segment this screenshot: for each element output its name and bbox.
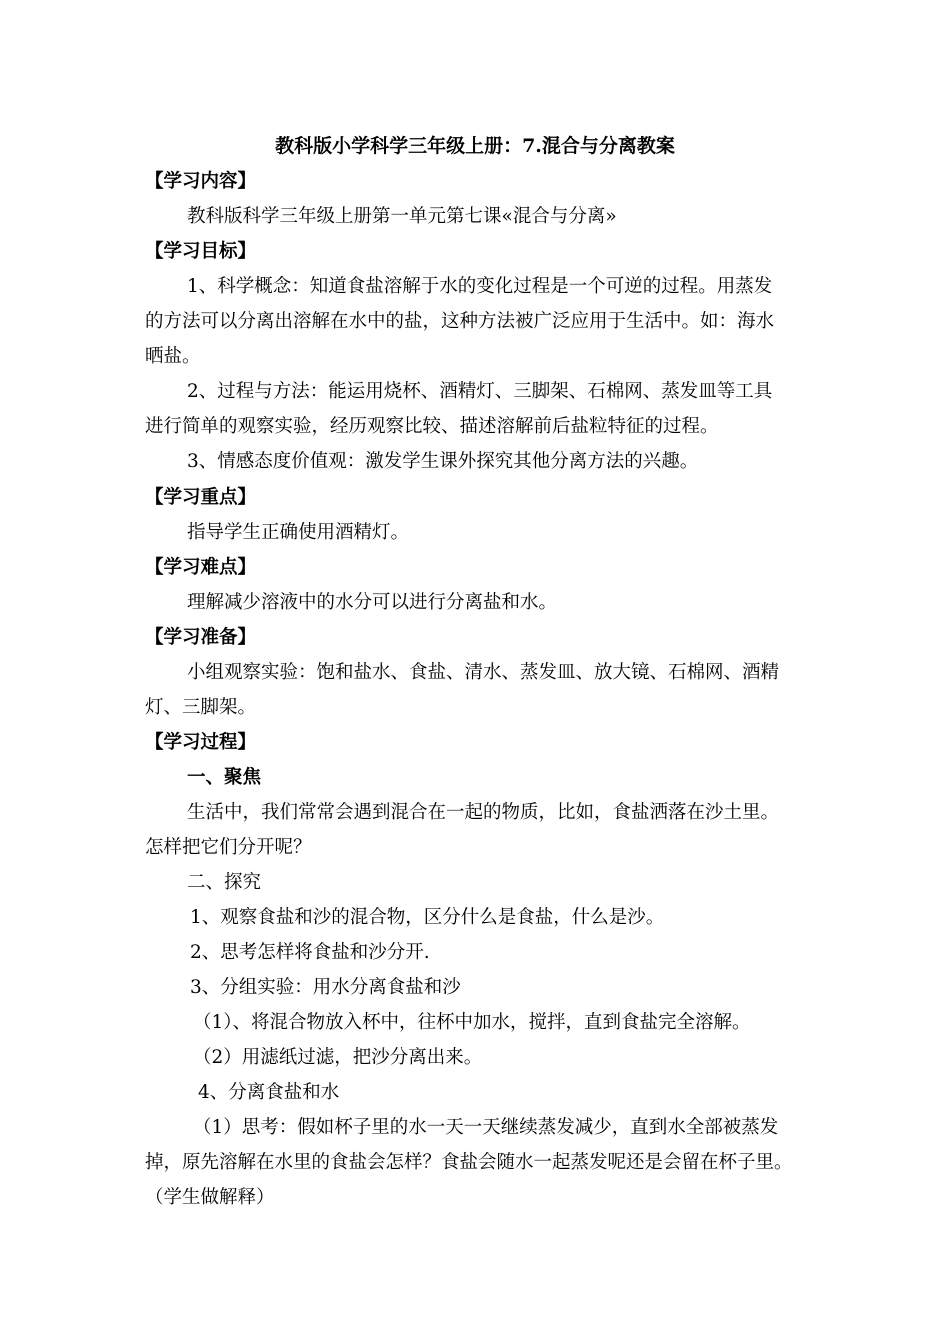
content-text: 教科版科学三年级上册第一单元第七课«混合与分离» bbox=[187, 206, 617, 227]
section-goals bbox=[145, 234, 815, 479]
section-heading-key-point: 【学习重点】 bbox=[145, 487, 257, 508]
focus-line-1: 生活中，我们常常会遇到混合在一起的物质，比如，食盐洒落在沙土里。 bbox=[187, 802, 780, 823]
section-heading-preparation: 【学习准备】 bbox=[145, 627, 257, 648]
goal-3: 3、情感态度价值观：激发学生课外探究其他分离方法的兴趣。 bbox=[187, 451, 699, 472]
document-title: 教科版小学科学三年级上册：7.混合与分离教案 bbox=[275, 135, 675, 157]
explore-step-1: 1、观察食盐和沙的混合物，区分什么是食盐，什么是沙。 bbox=[190, 907, 665, 928]
goal-1-line-2: 的方法可以分离出溶解在水中的盐，这种方法被广泛应用于生活中。如：海水 bbox=[145, 311, 775, 332]
explore-step-4-1-line-1: （1）思考：假如杯子里的水一天一天继续蒸发减少，直到水全部被蒸发 bbox=[193, 1117, 779, 1138]
explore-step-3-1: （1）、将混合物放入杯中，往杯中加水，搅拌，直到食盐完全溶解。 bbox=[193, 1012, 751, 1033]
goal-2-line-1: 2、过程与方法：能运用烧杯、酒精灯、三脚架、石棉网、蒸发皿等工具 bbox=[187, 381, 773, 402]
difficulty-text: 理解减少溶液中的水分可以进行分离盐和水。 bbox=[187, 592, 558, 613]
section-process bbox=[145, 725, 815, 1215]
section-difficulty bbox=[145, 550, 815, 620]
explore-step-4-1-line-3: （学生做解释） bbox=[145, 1187, 275, 1208]
focus-line-2: 怎样把它们分开呢？ bbox=[145, 837, 312, 858]
focus-heading: 一、聚焦 bbox=[187, 767, 262, 788]
section-heading-content: 【学习内容】 bbox=[145, 171, 257, 192]
key-point-text: 指导学生正确使用酒精灯。 bbox=[187, 522, 410, 543]
explore-step-4-1-line-2: 掉，原先溶解在水里的食盐会怎样？食盐会随水一起蒸发呢还是会留在杯子里。 bbox=[145, 1152, 793, 1173]
explore-heading: 二、探究 bbox=[187, 872, 262, 893]
explore-step-4: 4、分离食盐和水 bbox=[198, 1082, 340, 1103]
section-key-point bbox=[145, 480, 815, 550]
section-heading-goals: 【学习目标】 bbox=[145, 241, 257, 262]
explore-step-3: 3、分组实验：用水分离食盐和沙 bbox=[190, 977, 461, 998]
preparation-line-1: 小组观察实验：饱和盐水、食盐、清水、蒸发皿、放大镜、石棉网、酒精 bbox=[187, 662, 780, 683]
explore-step-3-2: （2）用滤纸过滤，把沙分离出来。 bbox=[193, 1047, 483, 1068]
section-preparation bbox=[145, 620, 815, 725]
explore-step-2: 2、思考怎样将食盐和沙分开. bbox=[190, 942, 430, 963]
goal-1-line-3: 晒盐。 bbox=[145, 346, 201, 367]
section-heading-process: 【学习过程】 bbox=[145, 732, 257, 753]
goal-1-line-1: 1、科学概念：知道食盐溶解于水的变化过程是一个可逆的过程。用蒸发 bbox=[187, 276, 773, 297]
goal-2-line-2: 进行简单的观察实验，经历观察比较、描述溶解前后盐粒特征的过程。 bbox=[145, 416, 719, 437]
section-heading-difficulty: 【学习难点】 bbox=[145, 557, 257, 578]
section-content bbox=[145, 164, 815, 234]
preparation-line-2: 灯、三脚架。 bbox=[145, 697, 257, 718]
